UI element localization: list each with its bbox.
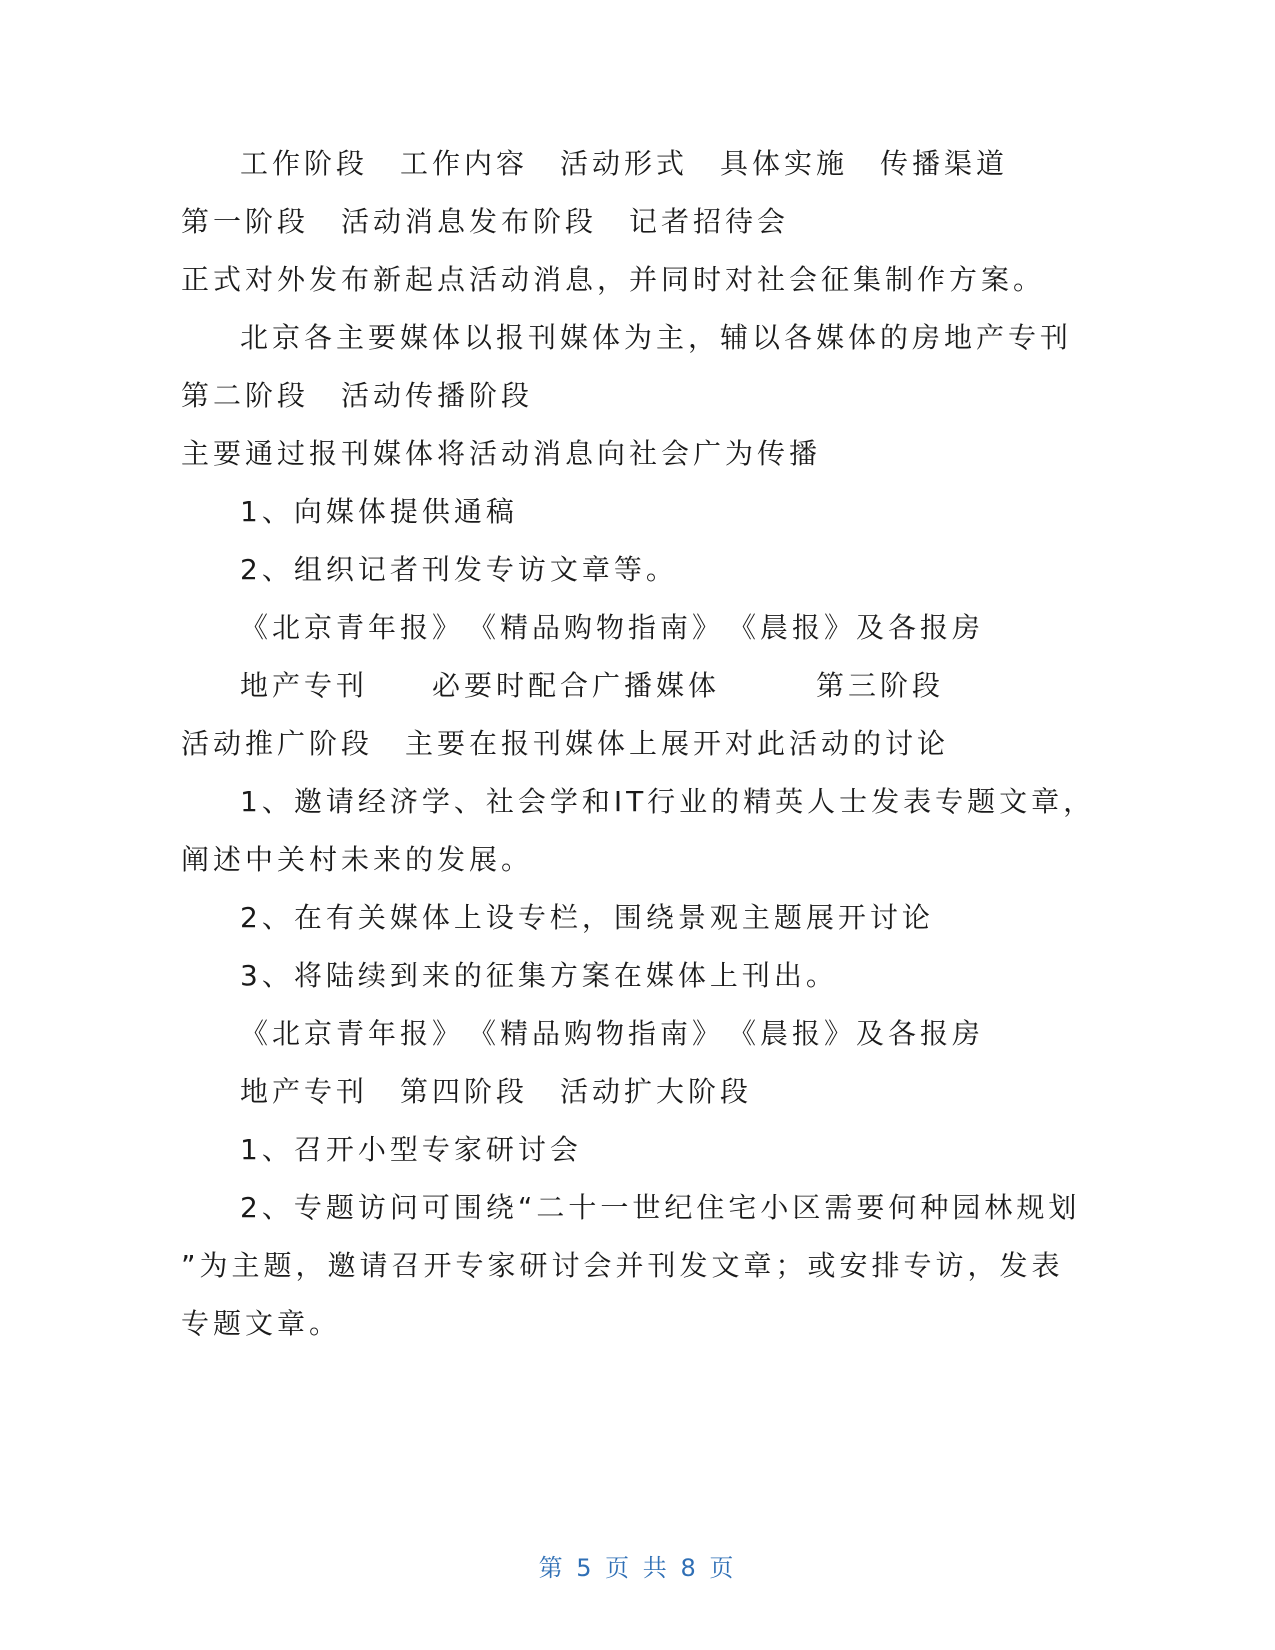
text-line: 《北京青年报》 《精品购物指南》 《晨报》及各报房: [240, 611, 985, 644]
text-line: 3、将陆续到来的征集方案在媒体上刊出。: [240, 959, 838, 992]
text-line: 2、专题访问可围绕“二十一世纪住宅小区需要何种园林规划: [240, 1191, 1081, 1224]
text-line: 1、向媒体提供通稿: [240, 495, 518, 528]
text-line: 工作阶段 工作内容 活动形式 具体实施 传播渠道: [240, 147, 1009, 180]
text-line: ”为主题，邀请召开专家研讨会并刊发文章；或安排专访，发表: [181, 1249, 1064, 1282]
text-line: 1、邀请经济学、社会学和IT行业的精英人士发表专题文章，: [240, 785, 1096, 818]
text-line: 阐述中关村未来的发展。: [181, 843, 534, 876]
text-line: 专题文章。: [181, 1307, 342, 1340]
text-line: 2、组织记者刊发专访文章等。: [240, 553, 678, 586]
text-line: 北京各主要媒体以报刊媒体为主，辅以各媒体的房地产专刊: [240, 321, 1073, 354]
text-line: 《北京青年报》 《精品购物指南》 《晨报》及各报房: [240, 1017, 985, 1050]
text-line: 活动推广阶段 主要在报刊媒体上展开对此活动的讨论: [181, 727, 950, 760]
text-line: 地产专刊 必要时配合广播媒体 第三阶段: [240, 669, 945, 702]
text-line: 第一阶段 活动消息发布阶段 记者招待会: [181, 205, 790, 238]
text-line: 第二阶段 活动传播阶段: [181, 379, 534, 412]
text-line: 正式对外发布新起点活动消息，并同时对社会征集制作方案。: [181, 263, 1046, 296]
text-line: 地产专刊 第四阶段 活动扩大阶段: [240, 1075, 753, 1108]
page-footer: 第 5 页 共 8 页: [538, 1554, 737, 1582]
text-line: 主要通过报刊媒体将活动消息向社会广为传播: [181, 437, 822, 470]
text-line: 2、在有关媒体上设专栏，围绕景观主题展开讨论: [240, 901, 934, 934]
text-line: 1、召开小型专家研讨会: [240, 1133, 582, 1166]
